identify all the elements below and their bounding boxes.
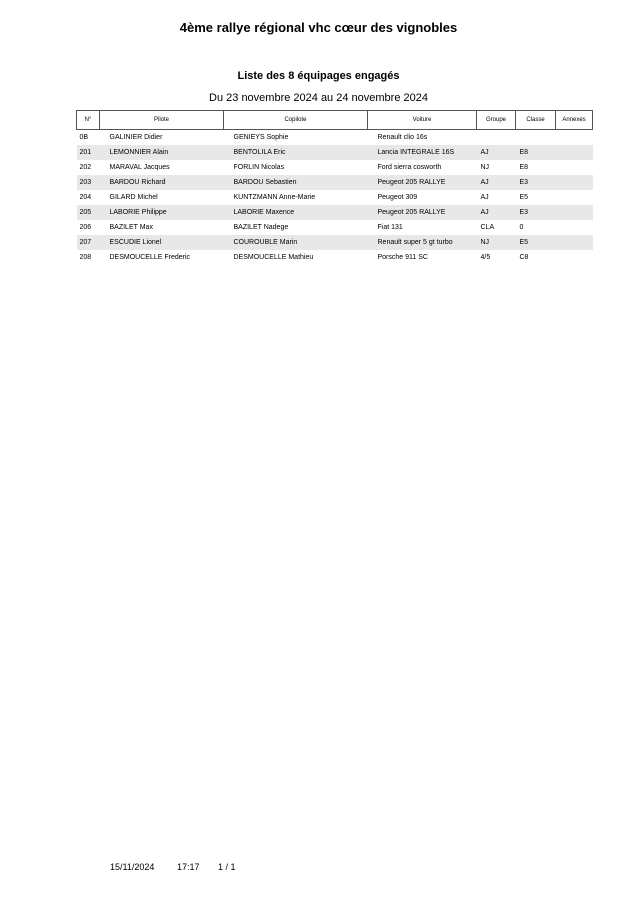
cell-annexes xyxy=(556,160,593,175)
table-row xyxy=(77,145,593,160)
cell-copilote: KUNTZMANN Anne-Marie xyxy=(233,194,316,201)
cell-voiture: Peugeot 205 RALLYE xyxy=(368,205,477,220)
cell-groupe: NJ xyxy=(477,235,516,250)
cell-voiture: Peugeot 309 xyxy=(377,194,418,201)
table-row xyxy=(77,160,593,175)
document-title: 4ème rallye régional vhc cœur des vignobles xyxy=(179,20,458,35)
cell-annexes xyxy=(556,145,593,160)
cell-pilote: DESMOUCELLE Frederic xyxy=(109,254,191,261)
cell-pilote: ESCUDIE Lionel xyxy=(100,235,224,250)
cell-annexes xyxy=(556,205,593,220)
cell-voiture: Renault super 5 gt turbo xyxy=(368,235,477,250)
cell-groupe: CLA xyxy=(480,224,495,231)
table-row xyxy=(77,235,593,250)
header-copilote: Copilote xyxy=(224,111,368,130)
date-range: Du 23 novembre 2024 au 24 novembre 2024 xyxy=(209,92,428,104)
cell-pilote: GALINIER Didier xyxy=(109,134,163,141)
cell-num: 0B xyxy=(79,134,89,141)
cell-num: 208 xyxy=(79,254,92,261)
cell-groupe xyxy=(477,130,516,146)
header-pilote: Pilote xyxy=(100,111,224,130)
cell-copilote: BAZILET Nadege xyxy=(233,224,289,231)
cell-groupe: 4/5 xyxy=(480,254,491,261)
cell-pilote: MARAVAL Jacques xyxy=(109,164,170,171)
cell-groupe: AJ xyxy=(480,194,489,201)
footer-time: 17:17 xyxy=(177,862,200,872)
cell-copilote: LABORIE Maxence xyxy=(224,205,368,220)
cell-classe: E3 xyxy=(516,205,556,220)
cell-classe: E3 xyxy=(516,175,556,190)
cell-num: 203 xyxy=(77,175,100,190)
cell-groupe: AJ xyxy=(477,145,516,160)
header-voiture: Voiture xyxy=(368,111,477,130)
cell-num: 205 xyxy=(77,205,100,220)
cell-classe: C8 xyxy=(519,254,529,261)
cell-annexes xyxy=(556,130,593,146)
header-num: N° xyxy=(77,111,100,130)
cell-annexes xyxy=(556,175,593,190)
cell-copilote: FORLIN Nicolas xyxy=(233,164,285,171)
cell-annexes xyxy=(556,235,593,250)
cell-classe: E8 xyxy=(516,145,556,160)
cell-num: 207 xyxy=(77,235,100,250)
cell-annexes xyxy=(556,220,593,235)
cell-copilote: GENIEYS Sophie xyxy=(233,134,289,141)
cell-voiture: Renault clio 16s xyxy=(377,134,428,141)
table-row xyxy=(77,175,593,190)
cell-num: 206 xyxy=(79,224,92,231)
footer-date: 15/11/2024 xyxy=(110,862,155,872)
table-row xyxy=(77,220,593,235)
header-classe: Classe xyxy=(516,111,556,130)
cell-voiture: Porsche 911 SC xyxy=(377,254,428,261)
header-groupe: Groupe xyxy=(477,111,516,130)
cell-classe: 0 xyxy=(519,224,524,231)
entries-table xyxy=(76,110,593,265)
cell-pilote: GILARD Michel xyxy=(109,194,158,201)
cell-classe: E5 xyxy=(519,194,529,201)
list-title: Liste des 8 équipages engagés xyxy=(237,70,400,82)
table-row xyxy=(77,205,593,220)
cell-pilote: BARDOU Richard xyxy=(100,175,224,190)
cell-copilote: COUROUBLE Marin xyxy=(224,235,368,250)
cell-pilote: BAZILET Max xyxy=(109,224,153,231)
cell-classe xyxy=(516,130,556,146)
cell-annexes xyxy=(556,190,593,205)
table-row xyxy=(77,190,593,205)
cell-num: 201 xyxy=(77,145,100,160)
cell-copilote: DESMOUCELLE Mathieu xyxy=(233,254,314,261)
cell-groupe: NJ xyxy=(480,164,490,171)
cell-classe: E8 xyxy=(519,164,529,171)
cell-annexes xyxy=(556,250,593,265)
cell-pilote: LABORIE Philippe xyxy=(100,205,224,220)
cell-groupe: AJ xyxy=(477,205,516,220)
cell-classe: E5 xyxy=(516,235,556,250)
cell-pilote: LEMONNIER Alain xyxy=(100,145,224,160)
cell-num: 202 xyxy=(79,164,92,171)
table-row xyxy=(77,130,593,146)
cell-voiture: Peugeot 205 RALLYE xyxy=(368,175,477,190)
table-header-row xyxy=(77,111,593,130)
cell-voiture: Lancia INTEGRALE 16S xyxy=(368,145,477,160)
header-annexes: Annexes xyxy=(556,111,593,130)
table-row xyxy=(77,250,593,265)
cell-groupe: AJ xyxy=(477,175,516,190)
cell-voiture: Ford sierra cosworth xyxy=(377,164,442,171)
cell-voiture: Fiat 131 xyxy=(377,224,403,231)
cell-copilote: BENTOLILA Eric xyxy=(224,145,368,160)
cell-num: 204 xyxy=(79,194,92,201)
footer-page-number: 1 / 1 xyxy=(218,862,236,872)
cell-copilote: BARDOU Sebastien xyxy=(224,175,368,190)
